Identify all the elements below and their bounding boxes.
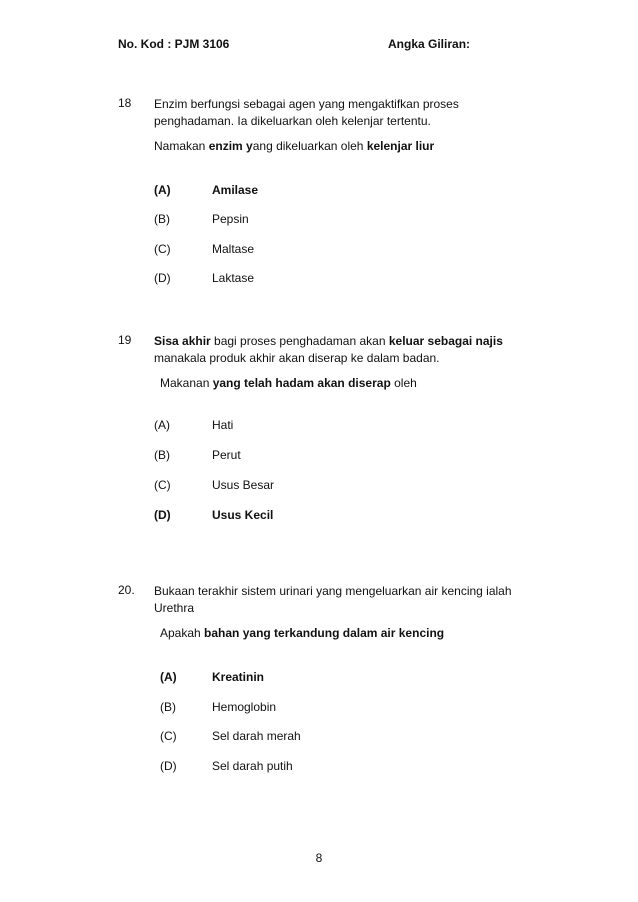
prompt-text: ang dikeluarkan oleh	[252, 139, 367, 153]
question-prompt	[160, 375, 417, 392]
option-letter: (C)	[160, 729, 177, 743]
option-text: Hemoglobin	[212, 700, 277, 714]
prompt-text: Apakah	[160, 626, 205, 640]
option-text: Laktase	[212, 271, 255, 285]
stem-bold: keluar sebagai najis	[388, 334, 503, 348]
option-letter: (A)	[154, 418, 170, 432]
question-number: 18	[118, 96, 132, 110]
option-text: Maltase	[212, 242, 255, 256]
page-number: 8	[315, 851, 323, 865]
question-number: 19	[118, 333, 132, 347]
question-stem	[154, 96, 459, 130]
prompt-text: Makanan	[160, 376, 213, 390]
prompt-bold: yang telah hadam akan diserap	[212, 376, 391, 390]
option-letter: (A)	[154, 183, 171, 197]
option-letter: (D)	[154, 508, 171, 522]
stem-line: manakala produk akhir akan diserap ke dalam badan.	[154, 351, 440, 365]
prompt-text: oleh	[390, 376, 417, 390]
option-text: Pepsin	[212, 212, 249, 226]
option-letter: (B)	[154, 212, 170, 226]
question-number: 20.	[118, 583, 135, 597]
question-stem	[154, 583, 512, 617]
option-letter: (D)	[154, 271, 171, 285]
stem-line: Enzim berfungsi sebagai agen yang mengaktifkan proses	[154, 97, 459, 111]
option-text: Amilase	[212, 183, 259, 197]
stem-bold: Sisa akhir	[154, 334, 211, 348]
document-code: No. Kod : PJM 3106	[118, 37, 230, 51]
prompt-bold: kelenjar liur	[366, 139, 435, 153]
option-text: Hati	[212, 418, 234, 432]
stem-text: bagi proses penghadaman akan	[210, 334, 389, 348]
option-text: Usus Kecil	[212, 508, 274, 522]
option-letter: (D)	[160, 759, 177, 773]
stem-line: Urethra	[154, 601, 195, 615]
option-letter: (C)	[154, 242, 171, 256]
option-text: Sel darah putih	[212, 759, 293, 773]
option-text: Sel darah merah	[212, 729, 301, 743]
option-letter: (C)	[154, 478, 171, 492]
stem-line	[154, 333, 503, 350]
option-letter: (B)	[160, 700, 176, 714]
option-letter: (B)	[154, 448, 170, 462]
stem-line: penghadaman. Ia dikeluarkan oleh kelenjar tertentu.	[154, 114, 431, 128]
option-text: Perut	[212, 448, 241, 462]
question-prompt	[154, 138, 434, 155]
prompt-bold: bahan yang terkandung dalam air kencing	[204, 626, 445, 640]
prompt-bold: enzim y	[208, 139, 253, 153]
prompt-text: Namakan	[154, 139, 209, 153]
option-letter: (A)	[160, 670, 177, 684]
option-text: Usus Besar	[212, 478, 275, 492]
question-stem	[154, 333, 503, 367]
stem-line: Bukaan terakhir sistem urinari yang mengeluarkan air kencing ialah	[154, 584, 512, 598]
question-prompt	[160, 625, 444, 642]
turn-number-label: Angka Giliran:	[388, 37, 471, 51]
option-text: Kreatinin	[212, 670, 265, 684]
